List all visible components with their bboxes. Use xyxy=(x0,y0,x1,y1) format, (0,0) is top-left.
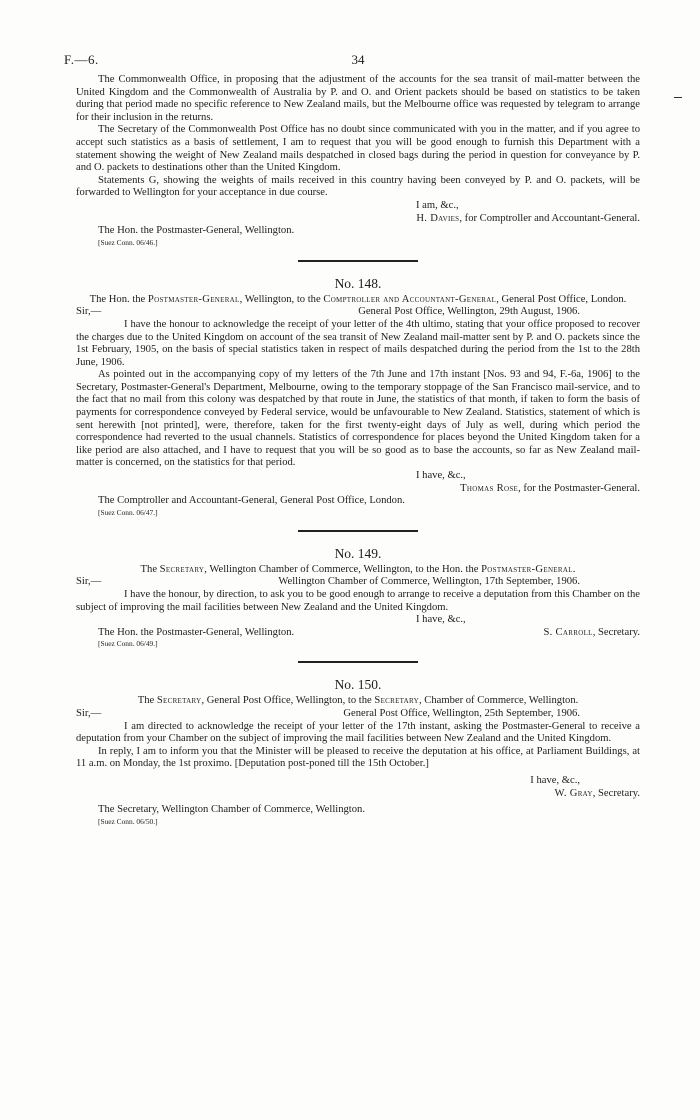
heading-from: Secretary xyxy=(159,563,205,575)
salutation-line xyxy=(76,576,640,589)
heading-to: Secretary xyxy=(374,695,419,707)
letter-signature xyxy=(76,483,640,496)
document-code: F.—6. xyxy=(64,52,99,67)
letter-paragraph-2: In reply, I am to inform you that the Minister will be pleased to receive the deputation at his office, at Parliament Buildings, at 11 a.m. on Monday, the 1st proximo. [Deputation post-poned till the 15th October.] xyxy=(76,745,640,770)
letter-148 xyxy=(76,276,640,518)
intro-reference: [Suez Conn. 06/46.] xyxy=(98,237,158,247)
heading-prefix: The Hon. the xyxy=(89,293,148,305)
place-date: Wellington Chamber of Commerce, Wellington, 17th September, 1906. xyxy=(278,576,580,588)
letter-reference: [Suez Conn. 06/50.] xyxy=(98,816,158,826)
letter-paragraph-1: I have the honour, by direction, to ask you to be good enough to arrange to receive a deputation from this Chamber on the subject of improving the mail facilities between New Zealand and the United Kingdom. xyxy=(76,589,640,613)
heading-middle: , Wellington Chamber of Commerce, Wellington, to the Hon. the xyxy=(204,563,482,575)
heading-from: Postmaster-General xyxy=(147,293,240,305)
margin-dash xyxy=(674,97,682,98)
heading-middle: , Wellington, to the xyxy=(239,293,324,305)
letter-closing: I have, &c., xyxy=(530,774,580,786)
heading-from: Secretary xyxy=(156,695,202,707)
document-page xyxy=(64,48,640,827)
letter-addressee: The Comptroller and Accountant-General, General Post Office, London. xyxy=(98,495,405,507)
page-number: 34 xyxy=(351,52,365,67)
heading-suffix: , General Post Office, London. xyxy=(496,293,627,305)
letter-closing: I have, &c., xyxy=(416,470,466,482)
letter-closing: I have, &c., xyxy=(416,614,466,626)
intro-signature-title: , for Comptroller and Accountant-General. xyxy=(459,212,640,224)
place-date: General Post Office, Wellington, 29th August, 1906. xyxy=(358,306,580,318)
heading-middle: , General Post Office, Wellington, to the xyxy=(201,695,375,707)
salutation: Sir,— xyxy=(76,576,102,588)
letter-150 xyxy=(76,677,640,826)
intro-letter xyxy=(76,74,640,248)
signature-title: , Secretary. xyxy=(592,626,640,638)
letter-reference: [Suez Conn. 06/47.] xyxy=(98,507,158,517)
letter-addressee: The Hon. the Postmaster-General, Wellington. xyxy=(98,626,295,638)
salutation: Sir,— xyxy=(76,707,102,719)
salutation-line xyxy=(76,708,640,721)
letter-paragraph-2: As pointed out in the accompanying copy of my letters of the 7th June and 17th instant [Nos. 93 and 94, F.-6a, 1906] to the Secretary, Postmaster-General's Department, Melbourne, owing to the temporary stoppage of the San Francisco mail-service, and to the fact that no mail from this colony was despatched by that route in June, the statistics of that month, if taken to form the basis of payments for correspondence conveyed by Federal service, would be unfavourable to New Zealand. Statistics, statement of which is sent herewith [not printed], were, therefore, taken for the first twenty-eight days of July as well, during which period the correspondence had reverted to the usual channels. Statistics of correspondence for places beyond the United Kingdom taken for a like period are also attached, and I have to request that you will be so good as to base the accounts, so far as New Zealand mail-matter is concerned, on the statistics for that period. xyxy=(76,369,640,469)
addressee-signature-line xyxy=(76,627,640,640)
heading-to: Comptroller and Accountant-General xyxy=(323,293,497,305)
letter-number: No. 150. xyxy=(334,677,382,693)
letter-addressee: The Secretary, Wellington Chamber of Commerce, Wellington. xyxy=(98,804,365,816)
letter-heading xyxy=(76,294,640,307)
signature-name: S. Carroll xyxy=(543,626,593,638)
letter-signature xyxy=(543,627,640,640)
heading-prefix: The xyxy=(137,695,157,707)
letter-reference: [Suez Conn. 06/49.] xyxy=(98,639,158,649)
letter-149 xyxy=(76,546,640,650)
intro-closing: I am, &c., xyxy=(416,199,459,211)
letter-paragraph-1: I am directed to acknowledge the receipt of your letter of the 17th instant, asking the Postmaster-General to receive a deputation from your Chamber on the subject of improving the mail facilities between New Zealand and the United Kingdom. xyxy=(76,720,640,745)
letter-paragraph-1: I have the honour to acknowledge the receipt of your letter of the 4th ultimo, stating that your office proposed to recover the charges due to the United Kingdom on account of the sea transit of New Zealand mail-matter sent by P. and O. packets since the 1st February, 1905, on the basis of special statistics taken in respect of mails despatched during the period from the 1st to the 28th June, 1906. xyxy=(76,318,640,368)
section-divider xyxy=(298,260,418,262)
place-date: General Post Office, Wellington, 25th September, 1906. xyxy=(343,707,580,719)
intro-paragraph-3: Statements G, showing the weights of mails received in this country having been conveyed by P. and O. packets, will be forwarded to Wellington for your acceptance in due course. xyxy=(76,174,640,199)
signature-title: , Secretary. xyxy=(592,787,640,799)
letter-number: No. 149. xyxy=(334,545,382,561)
section-divider xyxy=(298,530,418,532)
intro-paragraph-2: The Secretary of the Commonwealth Post Office has no doubt since communicated with you in the matter, and if you agree to accept such statistics as a basis of settlement, I am to request that you will be good enough to furnish this Department with a statement showing the weight of New Zealand mails despatched in closed bags during the period in question for conveyance by P. and O. packets to destinations other than the United Kingdom. xyxy=(76,124,640,174)
signature-title: , for the Postmaster-General. xyxy=(518,482,640,494)
letter-number: No. 148. xyxy=(334,275,382,291)
letter-heading xyxy=(76,564,640,577)
signature-name: W. Gray xyxy=(554,787,593,799)
salutation: Sir,— xyxy=(76,306,102,318)
heading-suffix: , Chamber of Commerce, Wellington. xyxy=(418,695,579,707)
heading-suffix: . xyxy=(572,563,576,575)
intro-paragraph-1: The Commonwealth Office, in proposing that the adjustment of the accounts for the sea transit of mail-matter between the United Kingdom and the Commonwealth of Australia by P. and O. and Orient packets should be based on statistics to be taken during that period made no specific reference to New Zealand mails, but the Melbourne office was requested by telegram to arrange for their inclusion in the returns. xyxy=(76,74,640,123)
letter-heading xyxy=(76,695,640,708)
heading-prefix: The xyxy=(140,563,160,575)
intro-signature-name: H. Davies xyxy=(416,212,460,224)
salutation-line xyxy=(76,306,640,319)
intro-signature xyxy=(76,213,640,226)
page-header xyxy=(64,48,640,74)
heading-to: Postmaster-General xyxy=(481,563,573,575)
signature-name: Thomas Rose xyxy=(460,482,519,494)
intro-addressee: The Hon. the Postmaster-General, Wellington. xyxy=(98,225,295,237)
letter-signature xyxy=(76,788,640,801)
section-divider xyxy=(298,661,418,663)
